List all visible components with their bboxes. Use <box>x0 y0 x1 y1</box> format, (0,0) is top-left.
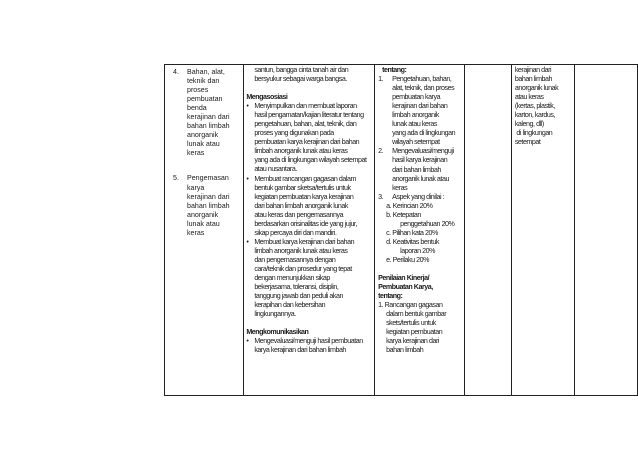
table-row <box>165 65 638 396</box>
list-item: • Menyimpulkan dan membuat laporan hasil pengamatan/kajian literatur tentang pengetahuan, bahan, alat, teknik, dan proses yang digunakan pada pembuatan karya kerajinan dari bahan limbah anorganik lunak atau keras yang ada di lingkungan wilayah setempat atau nusantara. <box>246 102 367 174</box>
empty-column <box>574 65 637 396</box>
list-item: 1. Pengetahuan, bahan, alat, teknik, dan proses pembuatan karya kerajinan dari bahan limbah anorganik lunak atau keras yang ada di lingkungan wilayah setempat <box>378 75 456 147</box>
sumber-column: kerajinan dari bahan limbah anorganik lunak atau keras (kertas, plastik, karton, kardus, kaleng, dll) di lingkungan setempat <box>511 65 574 396</box>
list-item: • Membuat rancangan gagasan dalam bentuk gambar sketsa/tertulis untuk kegiatan pembuatan karya kerajinan dari bahan limbah anorganik lunak atau keras dan pengemasannya berdasarkan orisinalitas ide yang jujur, sikap percaya diri dan mandiri. <box>246 174 357 237</box>
penilaian-column: tentang: 1. Pengetahuan, bahan, alat, teknik, dan proses pembuatan karya kerajinan dari bahan limbah anorganik lunak atau keras yang ada di lingkungan wilayah setempat 2. Mengevaluasi/menguji hasil karya kerajinan dari bahan limbah anorganik lunak atau keras 3. Aspek yang dinilai : a. Kerincian 20% b. Ketepatan penggetahuan 20% c. Pilihan kata 20% d. Keativitas bentuk laporan 20% e. Perilaku 20% Penilaian Kinerja/ Pembuatan Karya, tentang: 1. Rancangan gagasan dalam bentuk gambar skets/tertulis untuk kegiatan pembuatan karya kerajinan dari bahan limbah <box>375 65 465 396</box>
bullet-icon: • <box>246 337 249 346</box>
heading-mengasosiasi: Mengasosiasi <box>246 93 288 102</box>
bullet-icon: • <box>246 102 249 111</box>
materi-item-5: 5. Pengemasan karya kerajinan dari bahan limbah anorganik lunak atau keras <box>173 174 230 237</box>
materi-item-4: 4. Bahan, alat, teknik dan proses pembuatan benda kerajinan dari bahan limbah anorganik lunak atau keras <box>173 68 230 158</box>
list-item: 1. Rancangan gagasan dalam bentuk gambar skets/tertulis untuk kegiatan pembuatan karya kerajinan dari bahan limbah <box>378 301 447 355</box>
syllabus-table <box>164 64 638 396</box>
empty-column <box>464 65 511 396</box>
list-item: 3. Aspek yang dinilai : <box>378 192 445 201</box>
kegiatan-column: santun, bangga cinta tanah air dan bersyukur sebagai warga bangsa. Mengasosiasi • Menyimpulkan dan membuat laporan hasil pengamatan/kajian literatur tentang pengetahuan, bahan, alat, teknik, dan proses yang digunakan pada pembuatan karya kerajinan dari bahan limbah anorganik lunak atau keras yang ada di lingkungan wilayah setempat atau nusantara. • Membuat rancangan gagasan dalam bentuk gambar sketsa/tertulis untuk kegiatan pembuatan karya kerajinan dari bahan limbah anorganik lunak atau keras dan pengemasannya berdasarkan orisinalitas ide yang jujur, sikap percaya diri dan mandiri. • Membuat karya kerajinan dari bahan limbah anorganik lunak atau keras dan pengemasannya dengan cara/teknik dan prosedur yang tepat dengan menunjukkan sikap bekerjasama, toleransi, disiplin, tanggung jawab dan peduli akan kerapihan dan kebersihan lingkungannya. Mengkomunikasikan • Mengevaluasi/menguji hasil pembuatan karya kerajinan dari bahan limbah <box>244 65 375 396</box>
list-item: • Membuat karya kerajinan dari bahan limbah anorganik lunak atau keras dan pengemasannya dengan cara/teknik dan prosedur yang tepat dengan menunjukkan sikap bekerjasama, toleransi, disiplin, tanggung jawab dan peduli akan kerapihan dan kebersihan lingkungannya. <box>246 237 355 319</box>
heading-mengkomunikasikan: Mengkomunikasikan <box>246 328 309 337</box>
bullet-icon: • <box>246 237 249 246</box>
bullet-icon: • <box>246 174 249 183</box>
materi-column <box>165 65 244 396</box>
list-item: 2. Mengevaluasi/menguji hasil karya kerajinan dari bahan limbah anorganik lunak atau keras <box>378 147 454 192</box>
heading-penilaian-kinerja: Penilaian Kinerja/ Pembuatan Karya, tentang: <box>378 274 433 301</box>
list-item: • Mengevaluasi/menguji hasil pembuatan karya kerajinan dari bahan limbah <box>246 337 363 355</box>
aspect-list: a. Kerincian 20% b. Ketepatan penggetahuan 20% c. Pilihan kata 20% d. Keativitas bentuk laporan 20% e. Perilaku 20% <box>386 201 455 264</box>
